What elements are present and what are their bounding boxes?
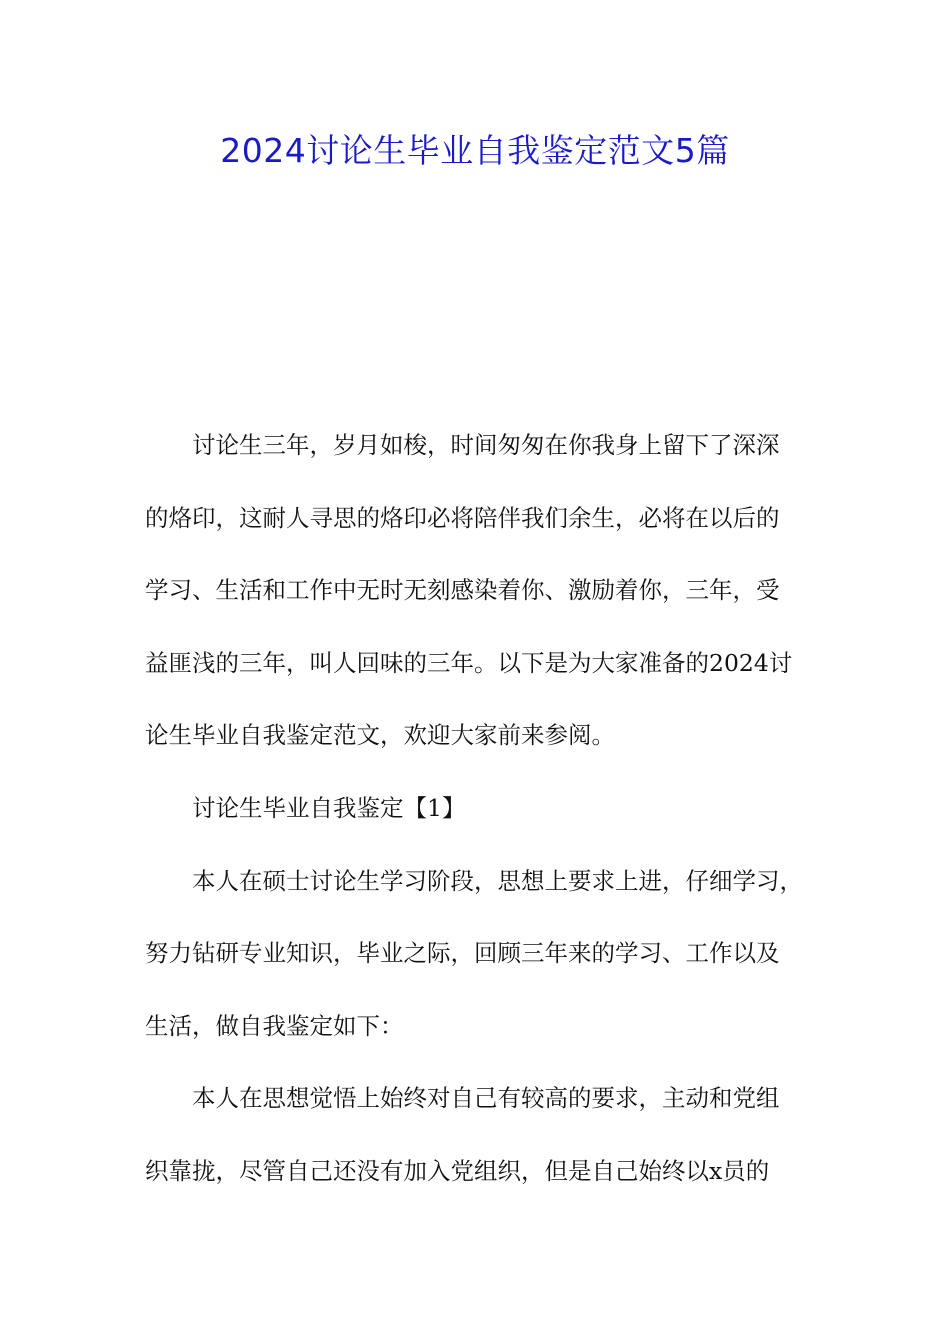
body-line: 织靠拢，尽管自己还没有加入党组织，但是自己始终以x员的 [145, 1156, 770, 1185]
body-line: 论生毕业自我鉴定范文，欢迎大家前来参阅。 [145, 721, 615, 750]
body-line: 努力钻研专业知识，毕业之际，回顾三年来的学习、工作以及 [145, 939, 780, 968]
body-line: 本人在硕士讨论生学习阶段，思想上要求上进，仔细学习， [192, 866, 803, 895]
body-line: 生活，做自我鉴定如下： [145, 1011, 404, 1040]
section-heading: 讨论生毕业自我鉴定【1】 [192, 793, 466, 822]
body-line: 讨论生三年，岁月如梭，时间匆匆在你我身上留下了深深 [192, 431, 780, 459]
body-line: 学习、生活和工作中无时无刻感染着你、激励着你，三年，受 [145, 576, 780, 605]
body-line: 的烙印，这耐人寻思的烙印必将陪伴我们余生，必将在以后的 [145, 503, 780, 532]
document-body [145, 420, 815, 1219]
document-title: 2024讨论生毕业自我鉴定范文5篇 [220, 131, 730, 170]
body-line: 本人在思想觉悟上始终对自己有较高的要求，主动和党组 [192, 1084, 780, 1113]
body-line: 益匪浅的三年，叫人回味的三年。以下是为大家准备的2024讨 [145, 648, 793, 677]
